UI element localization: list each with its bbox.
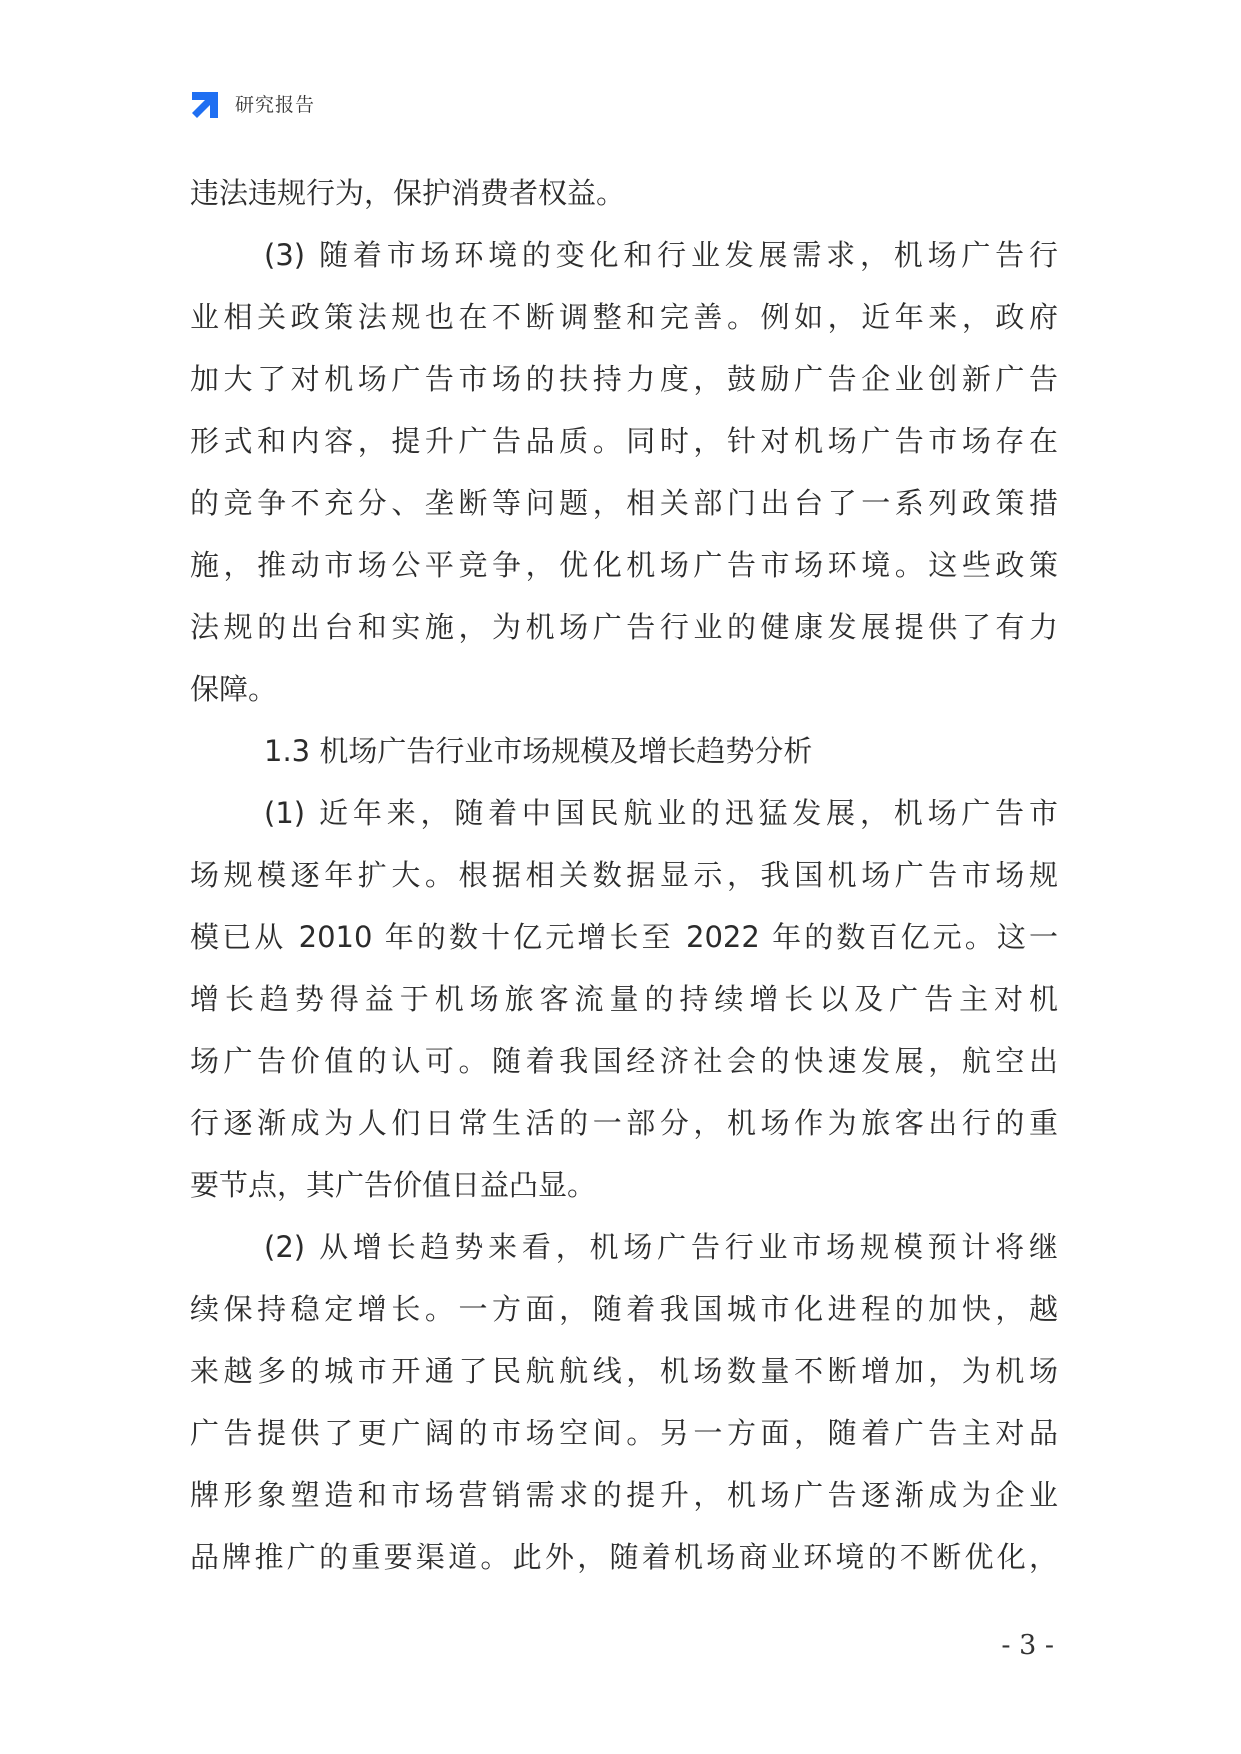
text-line: 行逐渐成为人们日常生活的一部分，机场作为旅客出行的重 — [190, 1106, 1058, 1140]
text-line: 要节点，其广告价值日益凸显。 — [190, 1168, 597, 1202]
text-line: 牌形象塑造和市场营销需求的提升，机场广告逐渐成为企业 — [190, 1478, 1058, 1512]
text-line: 违法违规行为，保护消费者权益。 — [190, 176, 626, 210]
text-line: 场广告价值的认可。随着我国经济社会的快速发展，航空出 — [190, 1044, 1058, 1078]
text-line: (3) 随着市场环境的变化和行业发展需求，机场广告行 — [264, 238, 1058, 272]
text-line: 增长趋势得益于机场旅客流量的持续增长以及广告主对机 — [190, 982, 1058, 1016]
text-line: 保障。 — [190, 672, 278, 706]
section-heading: 1.3 机场广告行业市场规模及增长趋势分析 — [264, 734, 813, 768]
text-line: 形式和内容，提升广告品质。同时，针对机场广告市场存在 — [190, 424, 1058, 458]
text-line: 施，推动市场公平竞争，优化机场广告市场环境。这些政策 — [190, 548, 1058, 582]
text-line: 场规模逐年扩大。根据相关数据显示，我国机场广告市场规 — [190, 858, 1058, 892]
text-line: 业相关政策法规也在不断调整和完善。例如，近年来，政府 — [190, 300, 1058, 334]
report-header — [188, 88, 315, 122]
document-body — [190, 162, 1058, 1588]
text-line: 广告提供了更广阔的市场空间。另一方面，随着广告主对品 — [190, 1416, 1058, 1450]
text-line: 加大了对机场广告市场的扶持力度，鼓励广告企业创新广告 — [190, 362, 1058, 396]
text-line: 模已从 2010 年的数十亿元增长至 2022 年的数百亿元。这一 — [190, 920, 1058, 954]
page-number: - 3 - — [1001, 1630, 1054, 1661]
text-line: 法规的出台和实施，为机场广告行业的健康发展提供了有力 — [190, 610, 1058, 644]
text-line: (1) 近年来，随着中国民航业的迅猛发展，机场广告市 — [264, 796, 1058, 830]
text-line: 品牌推广的重要渠道。此外，随着机场商业环境的不断优化， — [190, 1540, 1058, 1574]
text-line: 的竞争不充分、垄断等问题，相关部门出台了一系列政策措 — [190, 486, 1058, 520]
text-line: 来越多的城市开通了民航航线，机场数量不断增加，为机场 — [190, 1354, 1058, 1388]
text-line: 续保持稳定增长。一方面，随着我国城市化进程的加快，越 — [190, 1292, 1058, 1326]
arrow-up-right-logo-icon — [188, 88, 222, 122]
header-title: 研究报告 — [235, 94, 316, 116]
text-line: (2) 从增长趋势来看，机场广告行业市场规模预计将继 — [264, 1230, 1058, 1264]
